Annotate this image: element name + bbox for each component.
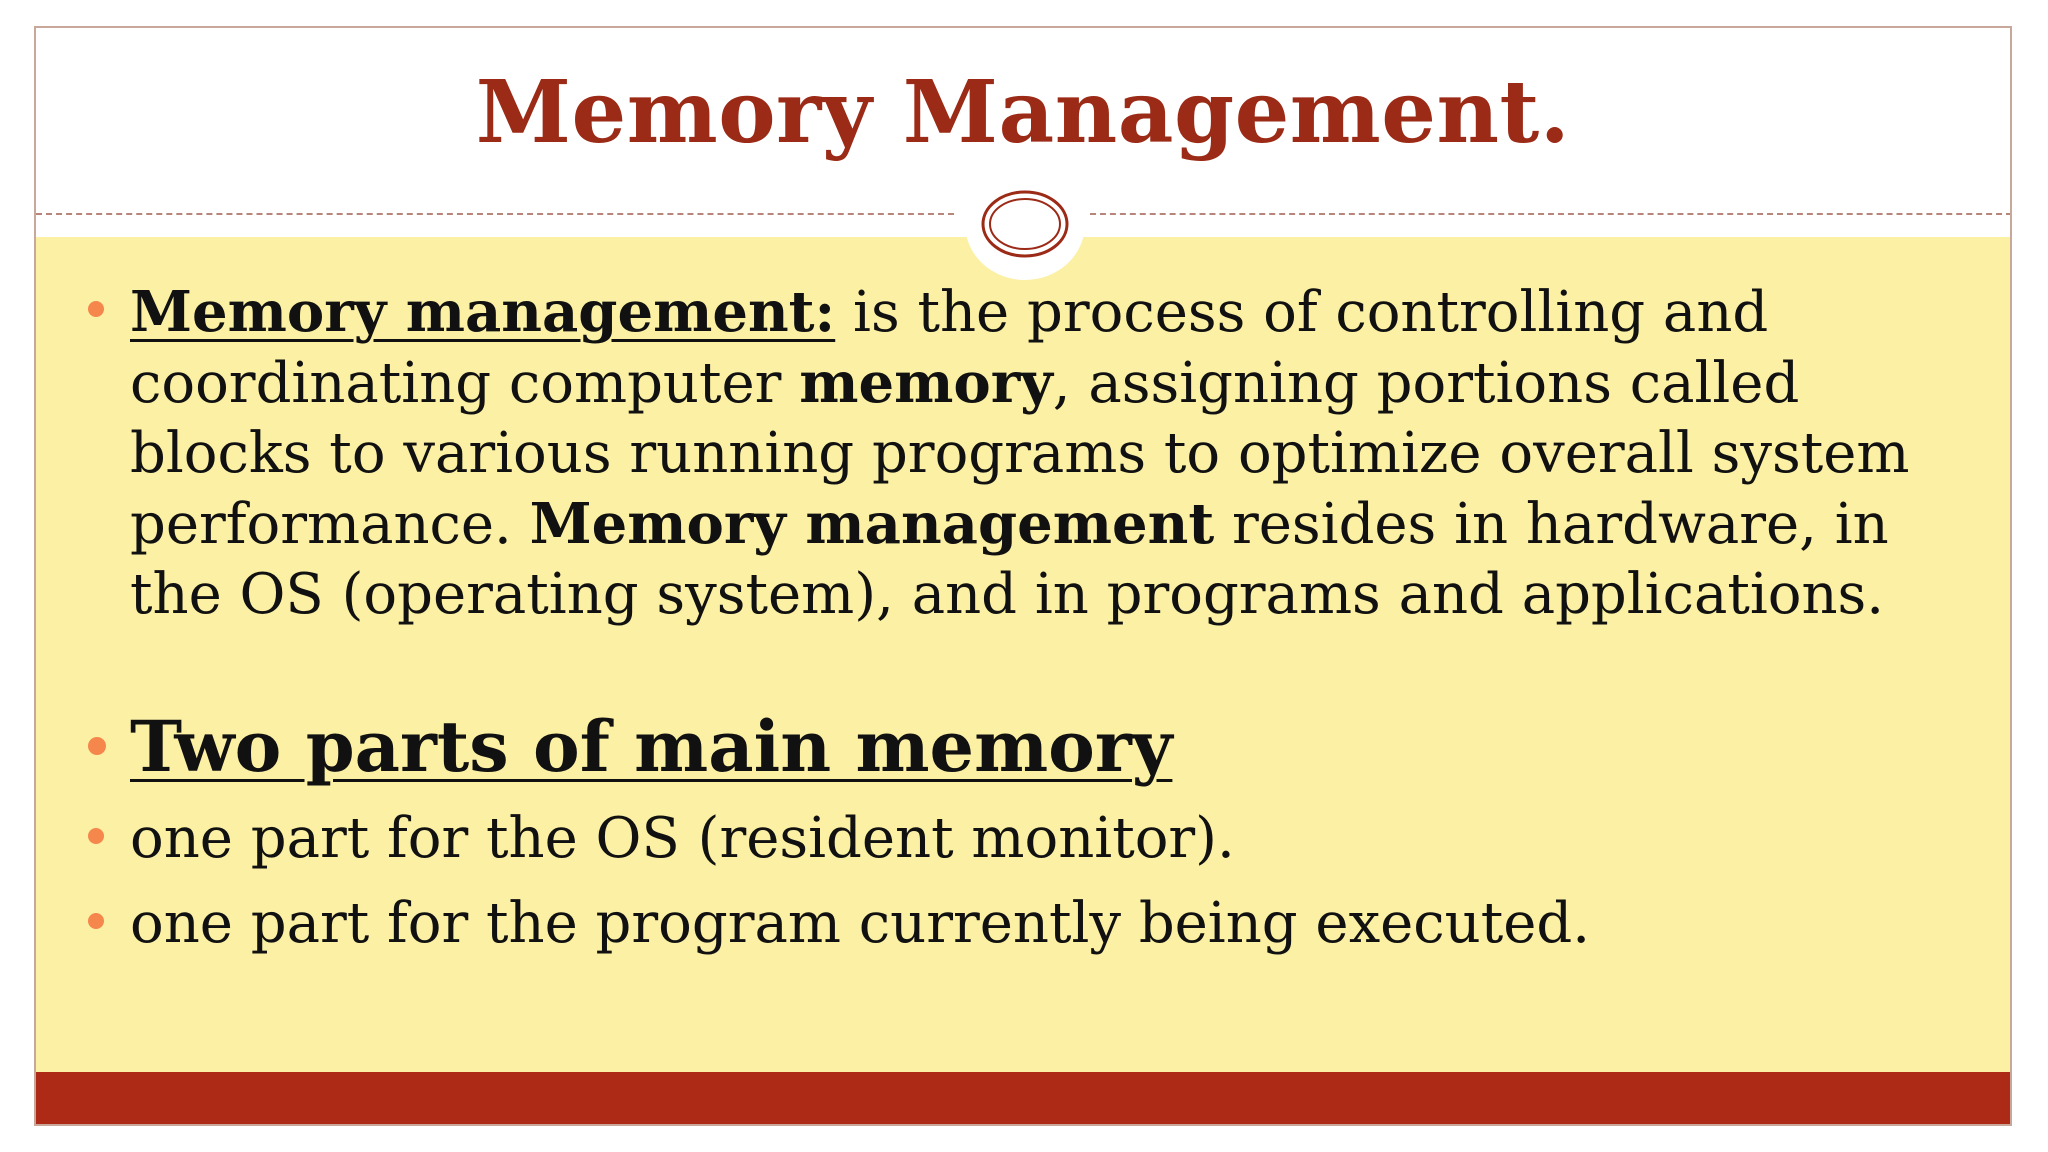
os-part-text: one part for the OS (resident monitor). bbox=[130, 806, 1235, 871]
ornament-circle-icon bbox=[965, 168, 1085, 280]
footer-bar bbox=[36, 1072, 2010, 1124]
bullet-dot-icon bbox=[88, 828, 104, 844]
slide bbox=[34, 26, 2012, 1126]
bullet-dot-icon bbox=[88, 737, 106, 755]
definition-text bbox=[130, 277, 1970, 630]
definition-part-1: is the process of controlling and coordinating computer bbox=[130, 280, 1769, 416]
program-part-text: one part for the program currently being executed. bbox=[130, 891, 1591, 956]
bullet-dot-icon bbox=[88, 913, 104, 929]
content-area bbox=[36, 237, 2010, 1099]
definition-bold-memory-management: Memory management bbox=[529, 491, 1215, 557]
title-divider-left bbox=[36, 213, 954, 215]
title-divider-right bbox=[1090, 213, 2012, 215]
definition-bold-memory: memory bbox=[799, 350, 1053, 416]
definition-term: Memory management: bbox=[130, 279, 836, 345]
two-parts-heading: Two parts of main memory bbox=[130, 705, 1173, 788]
definition-part-3: resides in hardware, in the OS (operating system), and in programs and applications. bbox=[130, 492, 1889, 627]
bullet-dot-icon bbox=[88, 301, 104, 317]
slide-title: Memory Management. bbox=[475, 62, 1571, 163]
definition-part-2: , assigning portions called blocks to various running programs to optimize overall system performance. bbox=[130, 351, 1910, 557]
